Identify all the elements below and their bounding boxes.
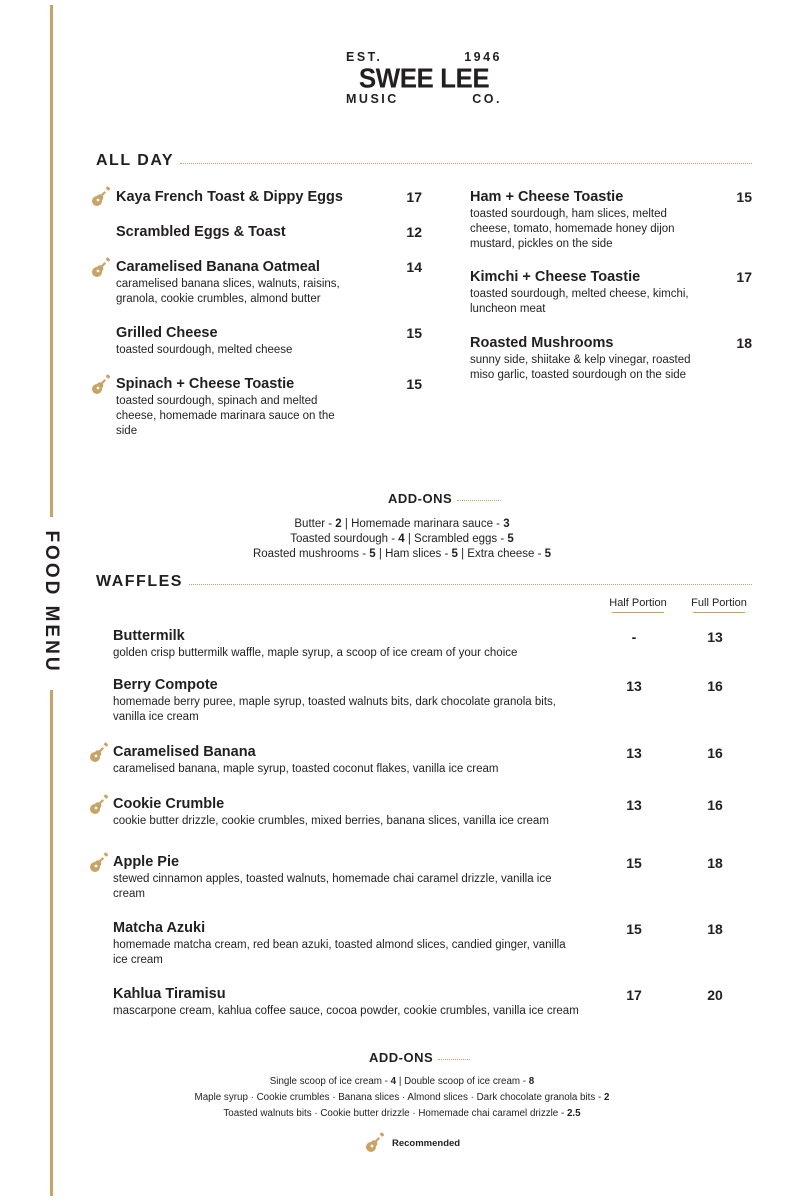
addons-title: ADD-ONS [388,491,453,506]
item-name: Apple Pie [113,854,180,870]
addon-line [0,547,804,562]
addon-text: Butter - [294,518,336,530]
item-name: Caramelised Banana Oatmeal [116,259,320,275]
item-description: toasted sourdough, melted cheese [116,344,293,356]
recommended-guitar-icon [90,374,112,396]
item-price: 15 [736,189,752,205]
addon-price: 2 [604,1092,610,1103]
item-price: 17 [736,269,752,285]
waffle-item [113,744,583,777]
addon-price: 2.5 [566,1108,581,1119]
item-name: Grilled Cheese [116,325,218,341]
item-description: golden crisp buttermilk waffle, maple syrup, a scoop of ice cream of your choice [113,647,518,659]
addon-line [0,1074,804,1090]
addon-text: Roasted mushrooms - [252,548,370,560]
waffles-addons-heading [369,1050,470,1065]
item-price: 15 [406,325,422,341]
item-name: Matcha Azuki [113,920,206,936]
item-description: homemade berry puree, maple syrup, toasted walnuts bits, dark chocolate granola bits, vanilla ice cream [113,696,556,723]
waffle-item [113,796,583,829]
item-description: toasted sourdough, melted cheese, kimchi, luncheon meat [470,288,689,315]
addon-line [0,1090,804,1106]
addon-text: | Scrambled eggs - [404,533,508,545]
heading-dots [438,1059,470,1060]
addon-price: 4 [390,1076,397,1087]
full-portion-price: 16 [707,797,723,813]
half-portion-price: 17 [626,987,642,1003]
all-day-heading [96,152,752,170]
side-rule-top [50,5,53,517]
all-day-title: ALL DAY [96,152,175,169]
item-price: 17 [406,189,422,205]
addon-price: 5 [451,548,458,560]
legend-label: Recommended [392,1137,461,1149]
addon-text: Toasted walnuts bits · Cookie butter drizzle · Homemade chai caramel drizzle - [223,1108,567,1119]
addon-price: 8 [528,1076,535,1087]
item-price: 18 [736,335,752,351]
addon-price: 3 [503,518,510,530]
item-description: caramelised banana slices, walnuts, raisins, granola, cookie crumbles, almond butter [116,278,340,305]
item-description: homemade matcha cream, red bean azuki, toasted almond slices, candied ginger, vanilla ice cream [113,939,566,966]
half-portion-price: 13 [626,745,642,761]
column-label: Half Portion [609,597,667,609]
waffle-item [113,628,583,661]
half-portion-price: 13 [626,797,642,813]
item-description: toasted sourdough, ham slices, melted cheese, tomato, homemade honey dijon mustard, pickles on the side [470,208,675,250]
all-day-addons-heading [388,491,501,506]
column-label: Full Portion [691,597,747,609]
waffles-addons-list [0,1074,804,1122]
recommended-guitar-icon [90,186,112,208]
recommended-guitar-icon [88,794,110,816]
item-description: caramelised banana, maple syrup, toasted coconut flakes, vanilla ice cream [113,763,499,775]
menu-item [116,376,356,439]
logo-est: EST. [346,50,383,64]
item-name: Cookie Crumble [113,796,225,812]
item-description: mascarpone cream, kahlua coffee sauce, cocoa powder, cookie crumbles, vanilla ice cream [113,1005,579,1017]
addon-price: 4 [398,533,405,545]
addon-text: Single scoop of ice cream - [269,1076,391,1087]
menu-item [116,259,378,307]
addon-text: | Double scoop of ice cream - [396,1076,529,1087]
full-portion-price: 18 [707,921,723,937]
heading-dots [180,163,752,164]
item-price: 15 [406,376,422,392]
addon-price: 5 [507,533,514,545]
item-description: stewed cinnamon apples, toasted walnuts, homemade chai caramel drizzle, vanilla ice cream [113,873,552,900]
full-portion-price: 20 [707,987,723,1003]
recommended-guitar-icon [88,852,110,874]
full-portion-column-header [677,597,761,613]
logo-year: 1946 [464,50,502,64]
item-name: Buttermilk [113,628,185,644]
recommended-legend [364,1132,460,1154]
item-name: Kimchi + Cheese Toastie [470,269,641,285]
full-portion-price: 16 [707,678,723,694]
addon-text: Toasted sourdough - [290,533,399,545]
waffle-item [113,920,583,968]
waffle-item [113,677,583,725]
full-portion-price: 18 [707,855,723,871]
item-name: Caramelised Banana [113,744,256,760]
logo-sub-right: CO. [472,92,502,106]
item-name: Kaya French Toast & Dippy Eggs [116,189,343,205]
addon-price: 2 [335,518,342,530]
addon-line [0,517,804,532]
brand-logo [346,50,502,116]
addons-title: ADD-ONS [369,1050,434,1065]
waffles-heading [96,573,752,591]
full-portion-price: 16 [707,745,723,761]
addon-text: | Ham slices - [375,548,452,560]
recommended-guitar-icon [90,257,112,279]
half-portion-price: 15 [626,855,642,871]
waffle-item [113,986,583,1019]
menu-item [470,269,706,317]
item-name: Spinach + Cheese Toastie [116,376,295,392]
heading-dots [457,500,501,501]
full-portion-price: 13 [707,629,723,645]
half-portion-price: - [631,629,637,645]
item-name: Ham + Cheese Toastie [470,189,624,205]
item-price: 12 [406,224,422,240]
item-description: toasted sourdough, spinach and melted cheese, homemade marinara sauce on the side [116,395,335,437]
menu-item [116,224,396,241]
logo-sub-left: MUSIC [346,92,399,106]
menu-item [470,335,698,383]
half-portion-price: 13 [626,678,642,694]
addon-text: | Homemade marinara sauce - [341,518,504,530]
menu-item [470,189,706,252]
addon-text: Maple syrup · Cookie crumbles · Banana slices · Almond slices · Dark chocolate granola bits - [194,1092,604,1103]
item-description: sunny side, shiitake & kelp vinegar, roasted miso garlic, toasted sourdough on the side [470,354,691,381]
addon-text: | Extra cheese - [457,548,545,560]
half-portion-column-header [596,597,680,613]
item-name: Berry Compote [113,677,218,693]
half-portion-price: 15 [626,921,642,937]
waffles-title: WAFFLES [96,573,183,590]
menu-item [116,325,378,358]
menu-item [116,189,396,206]
item-name: Scrambled Eggs & Toast [116,224,286,240]
all-day-addons-list [0,517,804,562]
logo-name: SWEE LEE [358,62,490,94]
heading-dots [189,584,752,585]
addon-line [0,532,804,547]
recommended-guitar-icon [364,1132,386,1154]
item-name: Roasted Mushrooms [470,335,614,351]
item-description: cookie butter drizzle, cookie crumbles, mixed berries, banana slices, vanilla ice cream [113,815,549,827]
addon-price: 5 [369,548,376,560]
item-price: 14 [406,259,422,275]
addon-line [0,1106,804,1122]
addon-price: 5 [544,548,552,560]
item-name: Kahlua Tiramisu [113,986,226,1002]
recommended-guitar-icon [88,742,110,764]
side-label: FOOD MENU [41,530,62,674]
waffle-item [113,854,583,902]
